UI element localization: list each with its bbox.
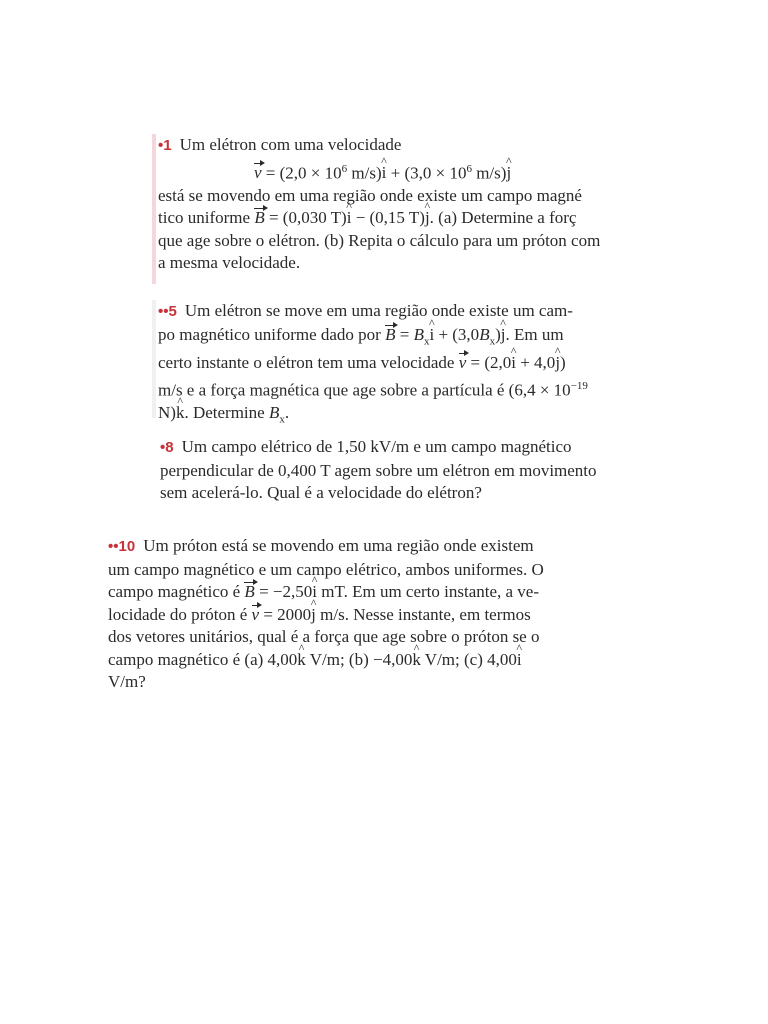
problem-10-text-line-4: locidade do próton é v = 2000j ^ m/s. Nesse instante, em termos xyxy=(108,604,606,627)
problem-5-text-line-2: po magnético uniforme dado por $B = B_xi$ ^ + $(3,0B_x)j$ ^. Em um xyxy=(158,324,652,353)
problem-1 xyxy=(158,134,648,275)
problem-1-intro: Um elétron com uma velocidade xyxy=(179,135,402,154)
problem-1-margin-bar xyxy=(152,134,156,284)
problem-10-text-line-3: campo magnético é B = −2,50i ^ mT. Em um certo instante, a ve- xyxy=(108,581,606,604)
problem-8-number: •8 xyxy=(160,439,174,456)
problem-10-text-line-7: V/m? xyxy=(108,672,146,691)
problem-5-text-line-5: N)k ^. Determine $B_x$. xyxy=(158,402,652,431)
problem-8 xyxy=(160,436,656,505)
problem-10-text-line-6: campo magnético é (a) 4,00k ^ V/m; (b) −4,00k ^ V/m; (c) 4,00i ^ xyxy=(108,649,606,672)
problem-1-text-line-2: tico uniforme B = (0,030 T)i ^ − (0,15 T)j ^. (a) Determine a forç xyxy=(158,207,648,230)
problem-5-margin-bar xyxy=(152,300,156,418)
problem-1-number: •1 xyxy=(158,137,172,154)
problem-1-text-line-3: que age sobre o elétron. (b) Repita o cálculo para um próton com xyxy=(158,230,601,250)
problem-10-text-line-1: ••10 Um próton está se movendo em uma região onde existem xyxy=(108,536,534,555)
velocity-vector-symbol: v xyxy=(254,162,262,185)
problem-1-intro-line xyxy=(158,134,648,158)
problem-1-equation: $v = (2,0 \times 10^6$ m/s)i ^ + ($3,0 \times 10^6$ m/s)j ^ xyxy=(158,158,648,185)
problem-5 xyxy=(158,300,652,431)
problem-5-text-line-3: certo instante o elétron tem uma velocidade v = (2,0i ^ + 4,0j ^) xyxy=(158,352,652,375)
problem-8-text-line-2: perpendicular de 0,400 T agem sobre um elétron em movimento xyxy=(160,460,597,480)
problem-1-text-line-4: a mesma velocidade. xyxy=(158,253,301,273)
problem-5-text-line-4: m/s e a força magnética que age sobre a partícula é ($6,4 \times 10^{-19}$ xyxy=(158,379,588,400)
problem-5-text-line-1: ••5 Um elétron se move em uma região onde existe um cam- xyxy=(158,301,573,320)
problem-8-text-line-1: •8 Um campo elétrico de 1,50 kV/m e um campo magnético xyxy=(160,437,572,456)
problem-10-text-line-5: dos vetores unitários, qual é a força que age sobre o próton se o xyxy=(108,627,540,646)
problem-8-text-line-3: sem acelerá-lo. Qual é a velocidade do elétron? xyxy=(160,483,482,502)
problem-10 xyxy=(108,535,606,694)
problem-5-number: ••5 xyxy=(158,303,177,320)
problem-1-text-line-1: está se movendo em uma região onde existe um campo magné xyxy=(158,185,582,205)
problem-10-number: ••10 xyxy=(108,538,136,555)
problem-10-text-line-2: um campo magnético e um campo elétrico, ambos uniformes. O xyxy=(108,559,544,579)
